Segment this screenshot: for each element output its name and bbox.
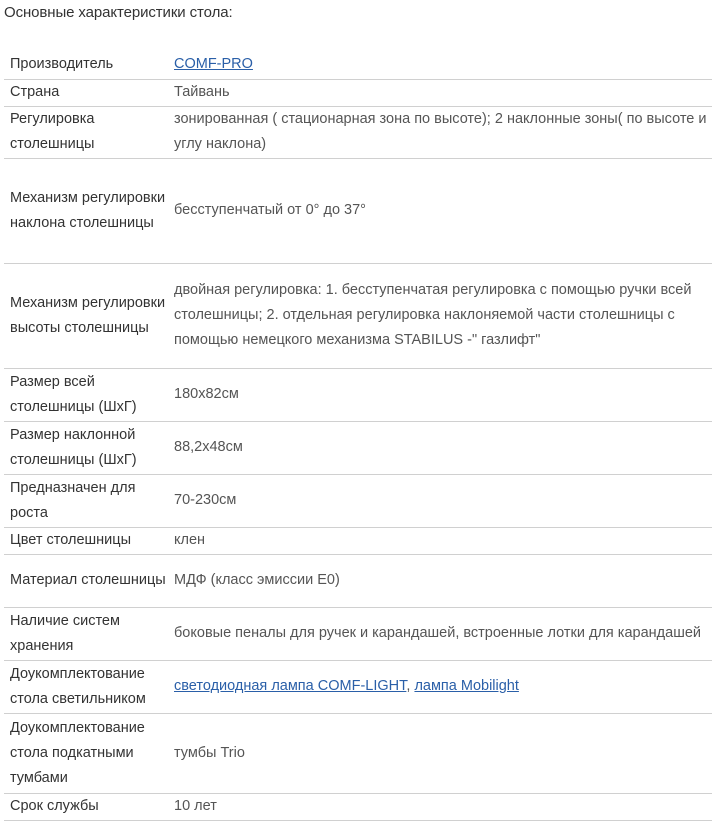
table-row	[4, 263, 712, 368]
spec-value: Тайвань	[174, 84, 230, 100]
spec-name: Материал столешницы	[10, 572, 166, 588]
spec-value: клен	[174, 532, 206, 548]
table-row	[4, 607, 712, 660]
spec-name: Предназначен для роста	[10, 479, 136, 521]
spec-value: тумбы Trio	[174, 744, 245, 761]
table-row	[4, 527, 712, 554]
lamp-comf-light-link[interactable]: светодиодная лампа COMF-LIGHT	[174, 678, 407, 694]
table-row	[4, 79, 712, 106]
table-row	[4, 474, 712, 527]
lamp-mobilight-link[interactable]: лампа Mobilight	[414, 678, 519, 694]
section-heading: Основные характеристики стола:	[4, 4, 233, 21]
table-row	[4, 50, 712, 79]
spec-value: двойная регулировка: 1. бесступенчатая регулировка с помощью ручки всей столешницы; 2. отдельная регулировка наклоняемой части столешницы с помощью немецкого механизма STABILUS -" газлифт"	[174, 282, 692, 348]
table-row	[4, 158, 712, 263]
manufacturer-link[interactable]: COMF-PRO	[174, 55, 253, 72]
table-row	[4, 660, 712, 713]
spec-name: Доукомплектование стола светильником	[10, 665, 146, 707]
spec-value: зонированная ( стационарная зона по высоте); 2 наклонные зоны( по высоте и углу наклона)	[174, 111, 707, 152]
table-row	[4, 421, 712, 474]
spec-name: Размер всей столешницы (ШхГ)	[10, 373, 137, 415]
spec-value: МДФ (класс эмиссии Е0)	[174, 572, 340, 588]
spec-name: Механизм регулировки наклона столешницы	[10, 189, 166, 231]
table-row	[4, 554, 712, 607]
spec-name: Регулировка столешницы	[10, 111, 95, 152]
spec-value: 88,2х48см	[174, 439, 243, 455]
table-row	[4, 713, 712, 793]
spec-value: боковые пеналы для ручек и карандашей, встроенные лотки для карандашей	[174, 625, 701, 641]
spec-name: Срок службы	[10, 798, 99, 814]
spec-name: Производитель	[10, 55, 114, 72]
spec-name: Страна	[10, 84, 60, 100]
spec-value	[168, 660, 712, 713]
spec-name: Наличие систем хранения	[10, 612, 120, 654]
table-row	[4, 793, 712, 820]
specs-table	[4, 50, 712, 821]
spec-name: Механизм регулировки высоты столешницы	[10, 294, 166, 336]
table-row	[4, 368, 712, 421]
spec-name: Доукомплектование стола подкатными тумбами	[10, 719, 145, 786]
spec-value	[168, 50, 712, 79]
spec-value: 70-230см	[174, 492, 237, 508]
spec-value: 180х82см	[174, 386, 239, 402]
table-row	[4, 106, 712, 158]
spec-value: бесступенчатый от 0° до 37°	[174, 202, 366, 218]
spec-name: Цвет столешницы	[10, 532, 131, 548]
link-separator: ,	[406, 678, 415, 694]
spec-name: Размер наклонной столешницы (ШхГ)	[10, 426, 137, 468]
spec-value: 10 лет	[174, 798, 217, 814]
